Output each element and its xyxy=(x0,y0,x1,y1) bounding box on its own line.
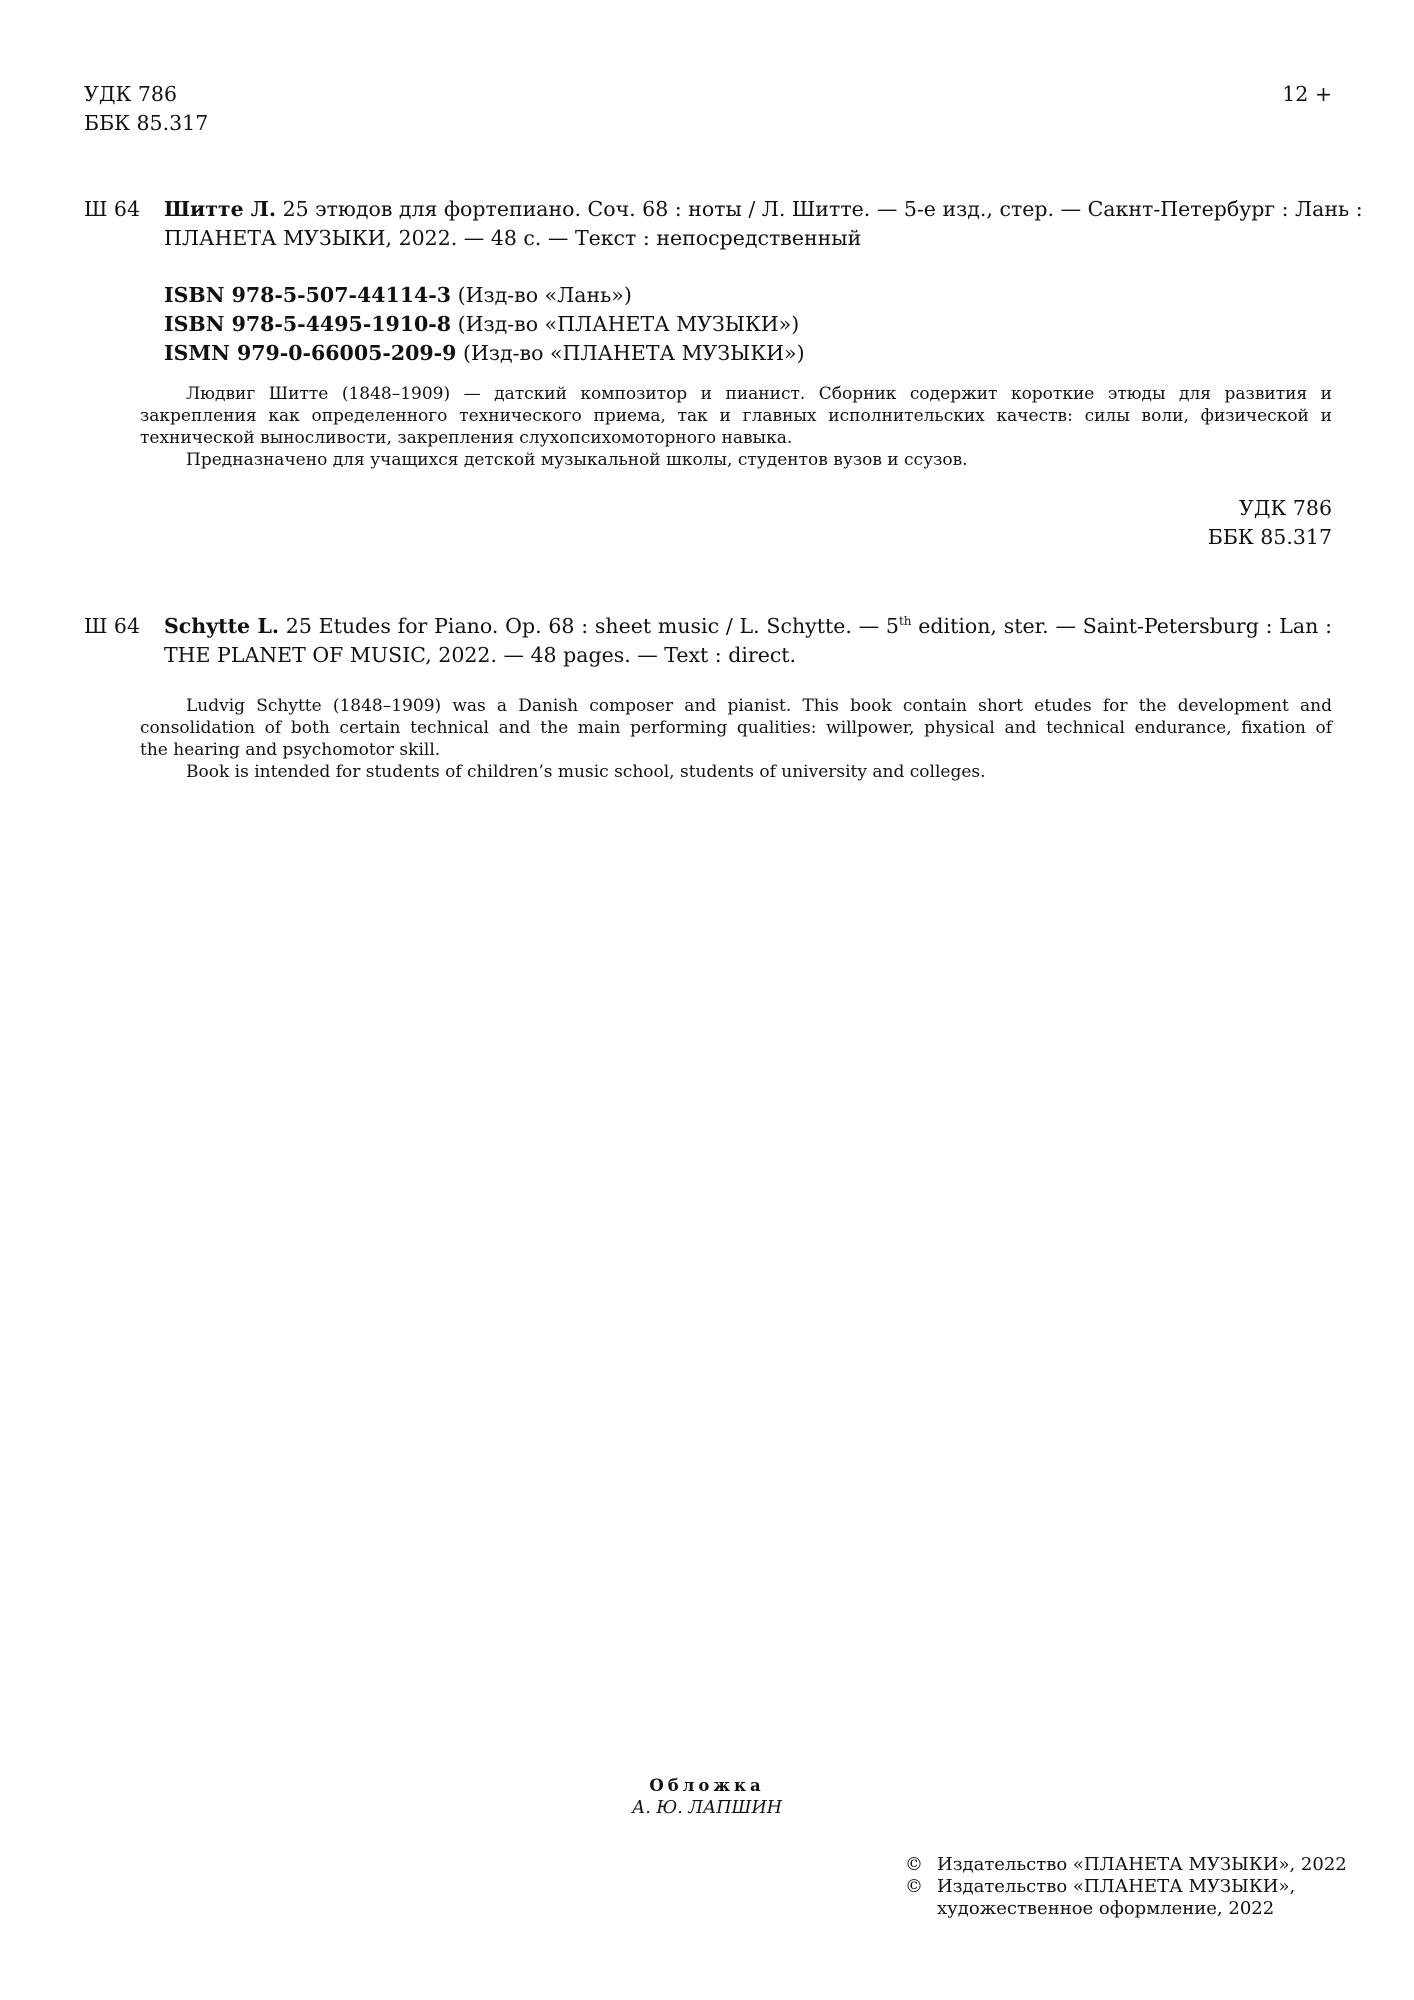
en-edition-suffix: th xyxy=(898,614,912,629)
ru-udk: УДК 786 xyxy=(1239,496,1332,520)
en-author: Schytte L. xyxy=(164,614,280,638)
ru-title: 25 этюдов для фортепиано. Соч. 68 : ноты / Л. Шитте. — 5-е изд., стер. — Сакнт-Петербург : Лань : xyxy=(276,197,1363,221)
age-rating: 12 + xyxy=(1282,82,1332,106)
isbn-publisher: (Изд-во «ПЛАНЕТА МУЗЫКИ») xyxy=(451,312,800,336)
isbn-line xyxy=(164,310,805,339)
en-author-code: Ш 64 xyxy=(84,614,140,638)
cover-credit xyxy=(0,1775,1414,1819)
ismn-publisher: (Изд-во «ПЛАНЕТА МУЗЫКИ») xyxy=(456,341,805,365)
isbn-list xyxy=(164,281,805,368)
copyright-text: Издательство «ПЛАНЕТА МУЗЫКИ», 2022 xyxy=(937,1854,1347,1875)
isbn-number: ISBN 978-5-4495-1910-8 xyxy=(164,312,452,336)
ru-annotation xyxy=(140,383,1332,471)
copyright-icon: © xyxy=(905,1876,923,1897)
en-annotation-line: consolidation of both certain technical and the main performing qualities: willpower, physical and technical endurance, fixation of xyxy=(140,718,1332,738)
ru-udk-bbk xyxy=(1208,494,1332,552)
isbn-line xyxy=(164,281,805,310)
cover-designer: А. Ю. ЛАПШИН xyxy=(632,1798,782,1818)
isbn-number: ISBN 978-5-507-44114-3 xyxy=(164,283,452,307)
ru-bbk: ББК 85.317 xyxy=(1207,525,1332,549)
ru-entry-line2: ПЛАНЕТА МУЗЫКИ, 2022. — 48 с. — Текст : непосредственный xyxy=(164,226,862,250)
en-annotation-line: Book is intended for students of children’s music school, students of university and colleges. xyxy=(186,762,986,782)
ru-annotation-line: Людвиг Шитте (1848–1909) — датский композитор и пианист. Сборник содержит короткие этюды для развития и xyxy=(186,384,1332,404)
isbn-publisher: (Изд-во «Лань») xyxy=(451,283,632,307)
header-udk: УДК 786 xyxy=(84,82,177,106)
en-annotation-line: the hearing and psychomotor skill. xyxy=(140,740,441,760)
ru-annotation-line: закрепления как определенного технического приема, так и главных исполнительских качеств: силы воли, физической и xyxy=(140,406,1332,426)
ru-annotation-line: Предназначено для учащихся детской музыкальной школы, студентов вузов и ссузов. xyxy=(186,450,968,470)
header-udk-bbk xyxy=(84,80,208,138)
en-entry-line1 xyxy=(164,612,1332,641)
ismn-line xyxy=(164,339,805,368)
copyright-text: Издательство «ПЛАНЕТА МУЗЫКИ», xyxy=(937,1876,1296,1897)
ru-author: Шитте Л. xyxy=(164,197,277,221)
en-annotation-line: Ludvig Schytte (1848–1909) was a Danish composer and pianist. This book contain short etudes for the development and xyxy=(186,696,1332,716)
ru-entry-line1 xyxy=(164,195,1363,224)
ismn-number: ISMN 979-0-66005-209-9 xyxy=(164,341,457,365)
ru-bibliographic-entry xyxy=(164,195,1363,253)
ru-annotation-line: технической выносливости, закрепления слухопсихомоторного навыка. xyxy=(140,428,793,448)
en-bibliographic-entry xyxy=(164,612,1332,670)
en-title-rest: edition, ster. — Saint-Petersburg : Lan : xyxy=(911,614,1333,638)
copyright-line xyxy=(905,1876,1347,1898)
copyright-line: художественное оформление, 2022 xyxy=(937,1898,1275,1919)
cover-label: Обложка xyxy=(649,1776,765,1795)
en-title: 25 Etudes for Piano. Op. 68 : sheet music / L. Schytte. — 5 xyxy=(279,614,899,638)
copyright-block xyxy=(905,1854,1347,1920)
copyright-icon: © xyxy=(905,1854,923,1875)
header-bbk: ББК 85.317 xyxy=(84,111,209,135)
en-entry-line2: THE PLANET OF MUSIC, 2022. — 48 pages. — Text : direct. xyxy=(164,643,797,667)
en-annotation xyxy=(140,695,1332,783)
ru-author-code: Ш 64 xyxy=(84,197,140,221)
copyright-line xyxy=(905,1854,1347,1876)
